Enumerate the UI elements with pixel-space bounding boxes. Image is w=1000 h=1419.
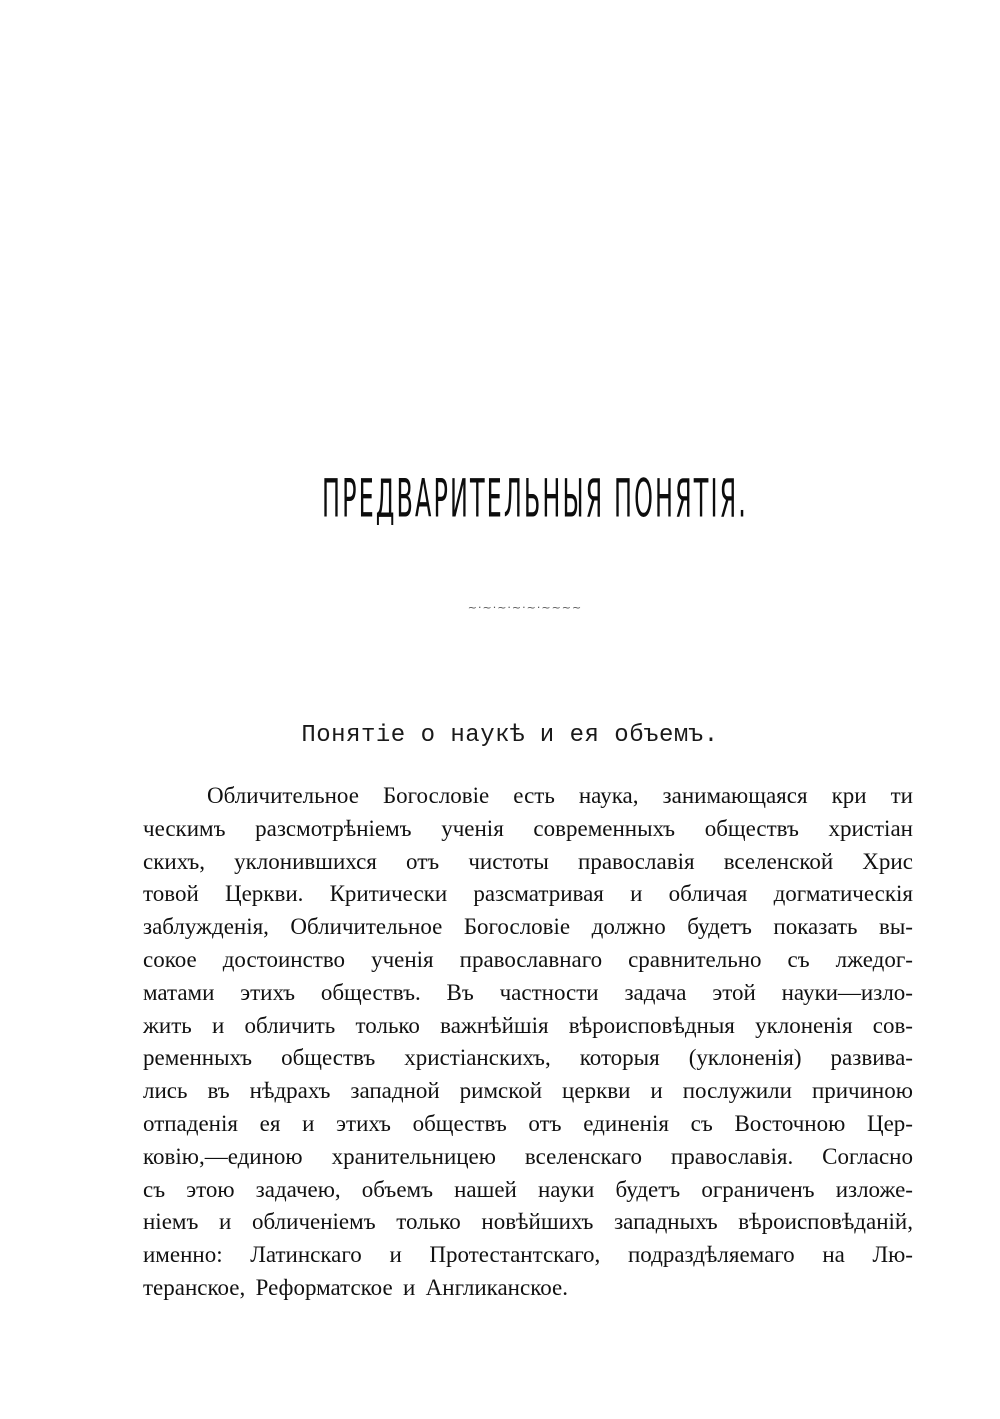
word: достоинство — [222, 946, 346, 972]
word: православія. — [670, 1143, 794, 1169]
word: и — [650, 1078, 663, 1104]
word: чистоты — [468, 848, 549, 874]
word: причиною — [811, 1078, 913, 1104]
word: обличая — [668, 881, 748, 907]
word: единенія — [583, 1110, 669, 1136]
word: Критически — [329, 881, 448, 907]
word: на — [822, 1242, 845, 1268]
paragraph-line — [143, 846, 913, 879]
word: Восточною — [734, 1110, 846, 1136]
word: отъ — [528, 1110, 562, 1136]
word: Хрис — [862, 848, 913, 874]
word: съ — [690, 1110, 713, 1136]
chapter-title-text: ПРЕДВАРИТЕЛЬНЫЯ ПОНЯТІЯ. — [322, 466, 748, 530]
word: Богословіе — [382, 783, 490, 808]
word: вѣроисповѣданій, — [738, 1209, 913, 1235]
word: этихъ — [240, 979, 295, 1005]
paragraph-line — [143, 977, 913, 1010]
body-paragraph — [143, 780, 913, 1305]
word: развива- — [830, 1045, 913, 1071]
word: науки — [537, 1176, 595, 1202]
word: сравнительно — [628, 946, 762, 972]
word: Реформатское — [255, 1274, 393, 1300]
word: отпаденія — [143, 1110, 238, 1136]
word: уклонившихся — [234, 848, 377, 874]
word: только — [355, 1012, 420, 1038]
word: западной — [350, 1078, 440, 1104]
word: теранское, — [143, 1274, 246, 1300]
word: именно: — [143, 1242, 223, 1268]
word: нѣдрахъ — [249, 1078, 331, 1104]
word: отъ — [406, 848, 440, 874]
word: церкви — [562, 1078, 631, 1104]
word: лжедог- — [835, 946, 913, 972]
word: показать — [773, 914, 858, 940]
word: и — [302, 1110, 315, 1136]
word: матами — [143, 979, 215, 1005]
paragraph-line — [143, 878, 913, 911]
word: христіан — [828, 815, 913, 841]
word: ученія — [371, 946, 434, 972]
word: западныхъ — [614, 1209, 718, 1235]
word: новѣйшихъ — [481, 1209, 594, 1235]
paragraph-line — [143, 813, 913, 846]
paragraph-line — [143, 1141, 913, 1174]
word: подраздѣляемаго — [627, 1242, 795, 1268]
word: жить — [143, 1012, 192, 1038]
word: обличить — [244, 1012, 336, 1038]
section-heading: Понятіе о наукѣ и ея объемъ. — [301, 722, 719, 749]
word: обществъ. — [320, 979, 421, 1005]
word: важнѣйшія — [440, 1012, 549, 1038]
word: съ — [143, 1176, 166, 1202]
paragraph-line — [143, 1042, 913, 1075]
word: лись — [143, 1078, 188, 1104]
paragraph-line — [143, 1239, 913, 1272]
word: христіанскихъ, — [404, 1045, 551, 1071]
word: которыя — [579, 1045, 660, 1071]
word: задачею, — [255, 1176, 341, 1202]
word: хранительницею — [331, 1143, 496, 1169]
word: науки—изло- — [781, 979, 913, 1005]
word: и — [389, 1242, 402, 1268]
word: Богословіе — [463, 914, 571, 940]
paragraph-line — [143, 944, 913, 977]
word: Въ — [446, 979, 474, 1005]
word: нашей — [454, 1176, 517, 1202]
word: обличеніемъ — [252, 1209, 376, 1235]
decorative-ornament: ~·~·~·~·~·~~~~ — [467, 600, 583, 614]
word: православія — [578, 848, 695, 874]
word: вселенской — [723, 848, 834, 874]
word: современныхъ — [533, 815, 676, 841]
word: ея — [259, 1110, 281, 1136]
word: послужили — [682, 1078, 792, 1104]
word: разсмотрѣніемъ — [255, 815, 412, 841]
word: скихъ, — [143, 848, 205, 874]
word: уклоненія — [755, 1012, 853, 1038]
paragraph-line — [143, 1272, 913, 1305]
word: Латинскаго — [250, 1242, 362, 1268]
word: сов- — [872, 1012, 913, 1038]
paragraph-line — [143, 1075, 913, 1108]
word: и — [219, 1209, 232, 1235]
word: римской — [459, 1078, 543, 1104]
paragraph-line — [143, 911, 913, 944]
word: ременныхъ — [143, 1045, 253, 1071]
word: Лю- — [872, 1242, 913, 1268]
word: обществъ — [412, 1110, 507, 1136]
paragraph-line — [143, 1174, 913, 1207]
word: сокое — [143, 946, 197, 972]
word: ковію,—единою — [143, 1143, 303, 1169]
word: есть — [513, 783, 555, 808]
paragraph-line — [143, 1206, 913, 1239]
word: ческимъ — [143, 815, 226, 841]
word: и — [630, 881, 643, 907]
word: Обличительное — [207, 783, 359, 808]
word: вы- — [878, 914, 913, 940]
word: обществъ — [281, 1045, 376, 1071]
word: наука, — [578, 783, 639, 808]
word: изложе- — [835, 1176, 913, 1202]
word: догматическія — [773, 881, 913, 907]
word: ученія — [441, 815, 504, 841]
word: товой — [143, 881, 199, 907]
word: и — [211, 1012, 225, 1038]
word: частности — [499, 979, 599, 1005]
word: Англиканское. — [425, 1274, 568, 1300]
word: объемъ — [361, 1176, 433, 1202]
word: обществъ — [704, 815, 799, 841]
word: этихъ — [336, 1110, 391, 1136]
word: ограниченъ — [701, 1176, 815, 1202]
word: будетъ — [615, 1176, 681, 1202]
chapter-title — [322, 466, 748, 530]
word: ти — [890, 783, 913, 808]
word: вселенскаго — [524, 1143, 642, 1169]
word: будетъ — [687, 914, 752, 940]
word: только — [396, 1209, 461, 1235]
word: этой — [712, 979, 756, 1005]
word: Цер- — [866, 1110, 913, 1136]
paragraph-line — [143, 1108, 913, 1141]
word: Протестантскаго, — [429, 1242, 601, 1268]
word: Церкви. — [224, 881, 304, 907]
word: заблужденія, — [143, 914, 269, 940]
word: Согласно — [822, 1143, 913, 1169]
word: (уклоненія) — [688, 1045, 802, 1071]
word: съ — [787, 946, 810, 972]
word: православнаго — [459, 946, 603, 972]
word: должно — [591, 914, 666, 940]
word: занимающаяся — [662, 783, 808, 808]
paragraph-line — [143, 780, 913, 813]
word: Обличительное — [290, 914, 443, 940]
word: этою — [186, 1176, 235, 1202]
word: ніемъ — [143, 1209, 199, 1235]
word: разсматривая — [473, 881, 604, 907]
word: вѣроисповѣдныя — [568, 1012, 735, 1038]
paragraph-line — [143, 1010, 913, 1043]
word: и — [403, 1274, 416, 1300]
word: въ — [207, 1078, 230, 1104]
word: задача — [624, 979, 687, 1005]
word: кри — [831, 783, 867, 808]
